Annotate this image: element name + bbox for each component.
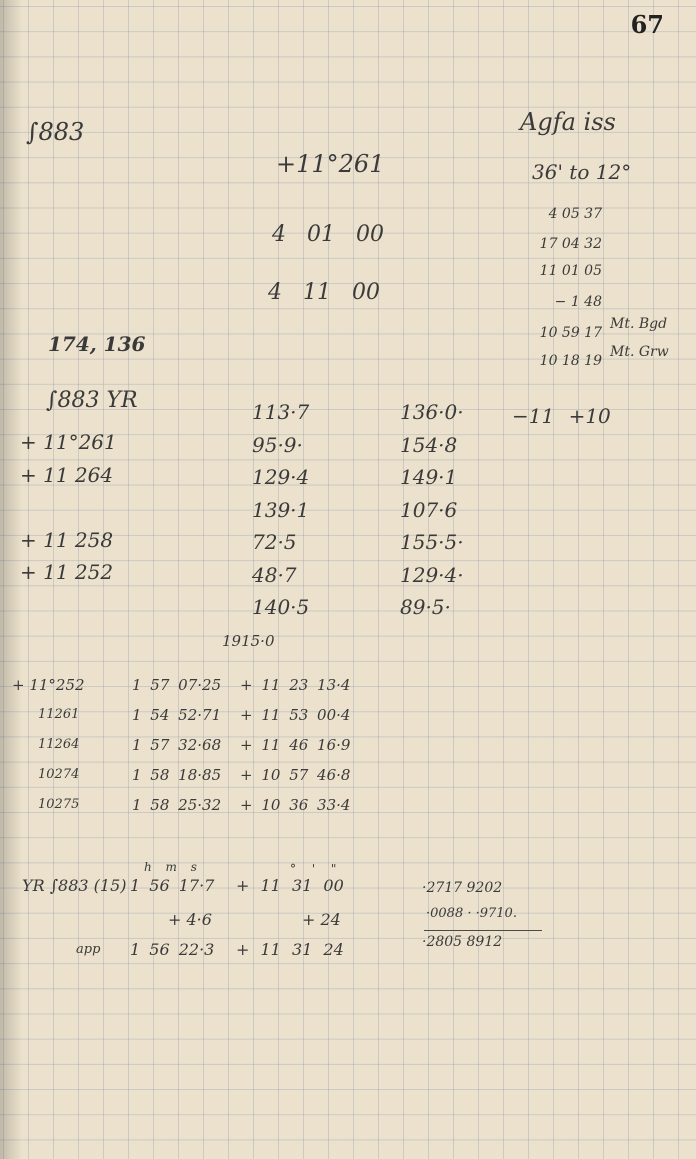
center-coordinate: +11°261: [276, 150, 385, 178]
table-star: 10275: [38, 797, 80, 812]
right-column: [512, 198, 602, 375]
side-calc-3: ·2805 8912: [422, 934, 503, 950]
yr-column-1: [252, 396, 342, 624]
ra-units: h m s: [144, 860, 197, 874]
table-row: [12, 760, 392, 790]
yr-value: 113·7: [252, 400, 310, 424]
yr-value: 155·5·: [400, 530, 464, 554]
right-row: − 1 48: [554, 293, 602, 310]
table-row: [12, 700, 392, 730]
table-star: 11264: [38, 737, 80, 752]
yr-label: + 11 252: [20, 560, 114, 584]
table-ra: 1 57 07·25: [132, 676, 222, 694]
table-row: [12, 790, 392, 820]
final-ra: 1 56 17·7: [130, 876, 215, 895]
epoch: 1915·0: [222, 632, 275, 650]
right-row: 10 18 19: [539, 352, 602, 369]
yr-label: [20, 589, 160, 622]
side-calc-2: ·0088 · ·9710.: [426, 906, 517, 921]
apparent-dec: + 11 31 24: [236, 940, 344, 959]
page-number: 67: [630, 10, 664, 39]
yr-value: 107·6: [400, 497, 458, 522]
center-line-1: 4 01 00: [272, 222, 384, 247]
table-dec: + 11 46 16·9: [240, 736, 351, 754]
yr-column-2: [400, 396, 490, 624]
table-row: [12, 670, 392, 700]
positions-table: [12, 670, 392, 820]
right-title: Agfa iss: [520, 108, 616, 136]
correction-dec: + 24: [302, 910, 341, 929]
yr-value: 154·8: [400, 432, 458, 457]
plate-number: 174, 136: [48, 332, 146, 356]
right-row: 10 59 17: [539, 324, 602, 341]
note-2: Mt. Grw: [610, 344, 669, 360]
yr-value: 129·4: [252, 465, 310, 489]
final-label: YR ∫883 (15): [22, 876, 127, 895]
side-calc-1: ·2717 9202: [422, 880, 503, 896]
side-calc-rule: [424, 930, 542, 931]
table-row: [12, 730, 392, 760]
table-star: + 11°252: [12, 676, 85, 694]
table-star: 10274: [38, 767, 80, 782]
table-ra: 1 58 18·85: [132, 766, 222, 784]
correction-ra: + 4·6: [168, 910, 212, 929]
yr-value: 129·4·: [400, 562, 464, 587]
yr-value: 136·0·: [400, 400, 464, 424]
yr-value: 48·7: [252, 562, 297, 587]
yr-heading: ∫883 YR: [46, 388, 138, 413]
table-dec: + 11 23 13·4: [240, 676, 351, 694]
right-row: 17 04 32: [539, 235, 602, 252]
yr-label: + 11 258: [20, 527, 114, 552]
apparent-ra: 1 56 22·3: [130, 940, 215, 959]
table-dec: + 11 53 00·4: [240, 706, 351, 724]
table-dec: + 10 36 33·4: [240, 796, 351, 814]
yr-value: 139·1: [252, 497, 310, 522]
right-subtitle: 36' to 12°: [532, 160, 632, 184]
yr-value: 95·9·: [252, 432, 303, 457]
yr-label: + 11°261: [20, 430, 117, 454]
yr-label: [20, 491, 160, 524]
apparent-label: app: [76, 942, 101, 957]
yr-value: 72·5: [252, 530, 297, 554]
note-1: Mt. Bgd: [610, 316, 668, 332]
table-star: 11261: [38, 707, 80, 722]
right-row: 11 01 05: [539, 262, 602, 279]
final-dec: + 11 31 00: [236, 876, 344, 895]
yr-value: 89·5·: [400, 595, 451, 619]
table-dec: + 10 57 46·8: [240, 766, 351, 784]
yr-label: + 11 264: [20, 462, 114, 487]
star-designation: ∫883: [26, 118, 85, 146]
table-ra: 1 57 32·68: [132, 736, 222, 754]
center-line-2: 4 11 00: [268, 280, 380, 305]
right-row: 4 05 37: [548, 206, 602, 222]
table-ra: 1 54 52·71: [132, 706, 222, 724]
yr-labels: [20, 426, 160, 621]
table-ra: 1 58 25·32: [132, 796, 222, 814]
right-difference: −11 +10: [512, 404, 611, 428]
yr-value: 149·1: [400, 465, 458, 489]
yr-value: 140·5: [252, 595, 310, 619]
dec-units: ° ' ": [290, 862, 337, 876]
